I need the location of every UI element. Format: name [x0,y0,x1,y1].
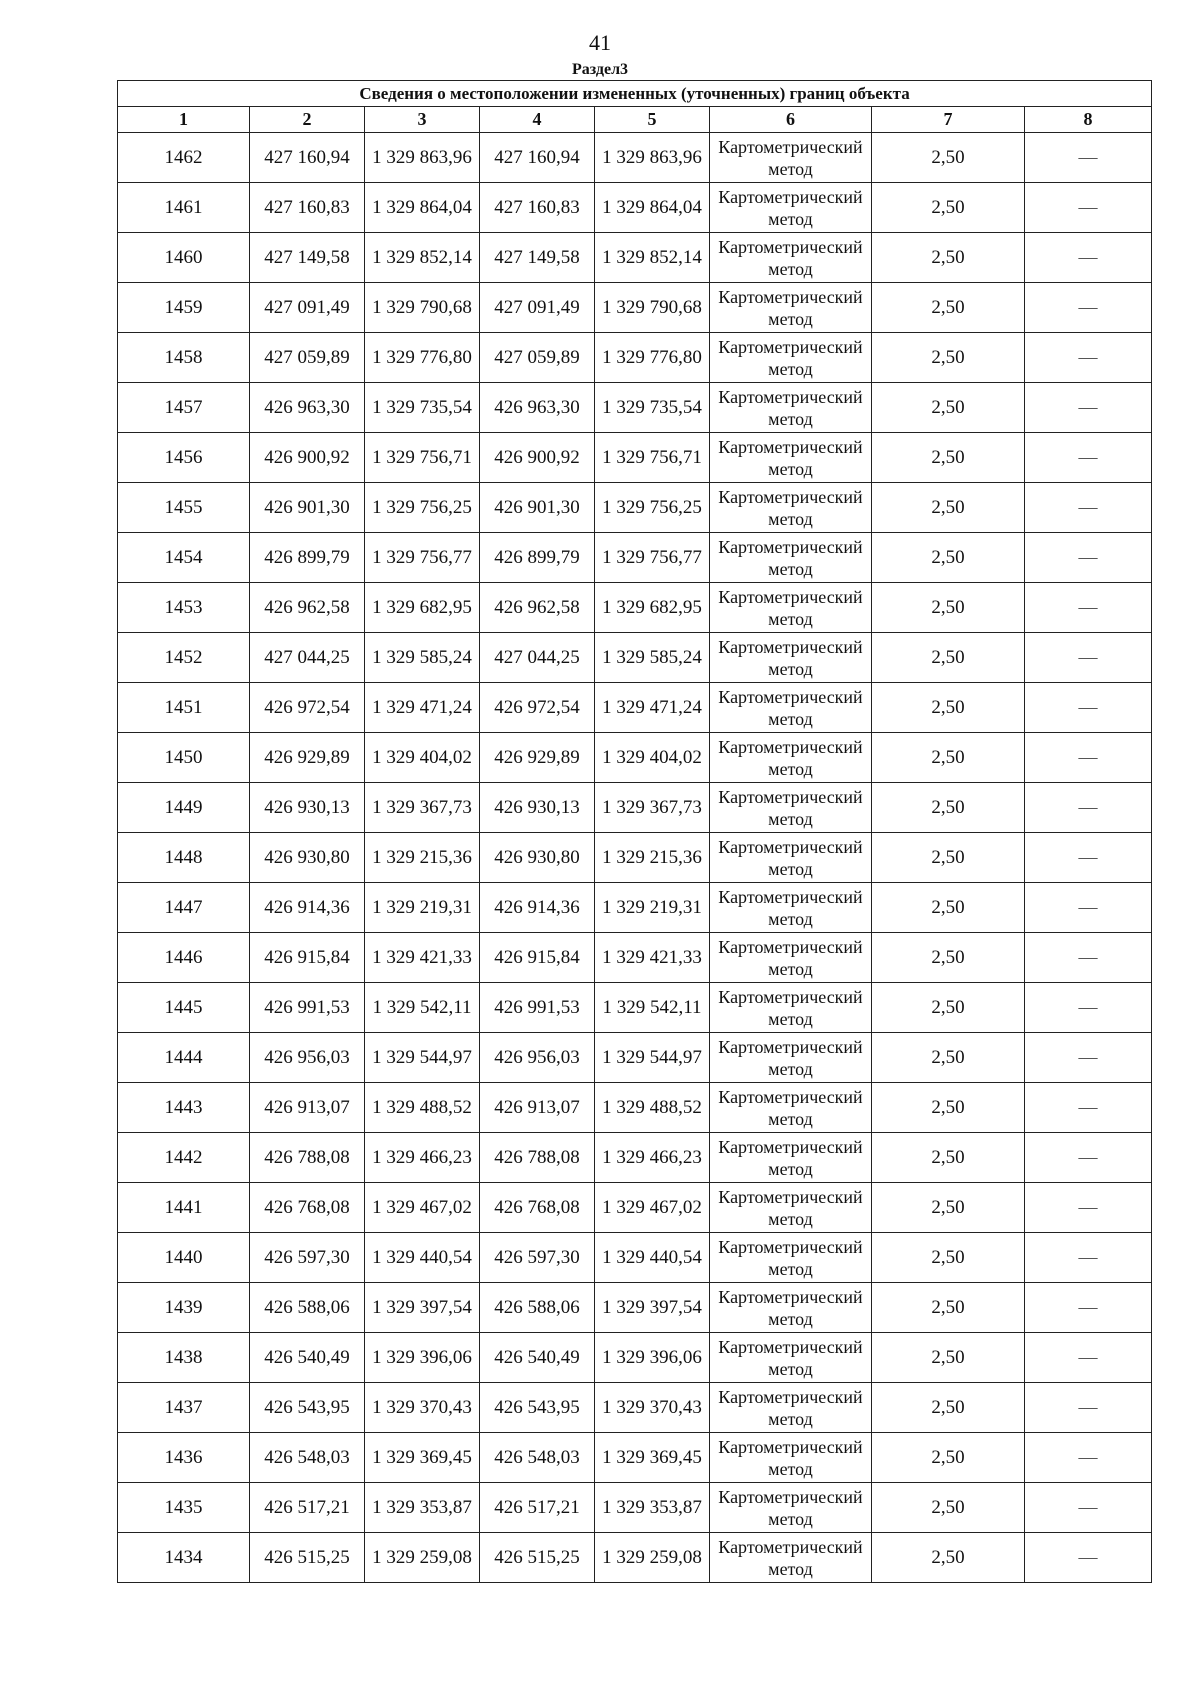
note-cell: — [1025,433,1152,483]
y-new-cell: 1 329 863,96 [595,133,710,183]
point-number-cell: 1445 [118,983,250,1033]
x-old-cell: 426 914,36 [250,883,365,933]
y-new-cell: 1 329 735,54 [595,383,710,433]
accuracy-cell: 2,50 [872,333,1025,383]
x-new-cell: 426 899,79 [480,533,595,583]
x-old-cell: 427 044,25 [250,633,365,683]
x-new-cell: 426 914,36 [480,883,595,933]
y-old-cell: 1 329 488,52 [365,1083,480,1133]
point-number-cell: 1446 [118,933,250,983]
x-old-cell: 426 913,07 [250,1083,365,1133]
table-row [118,833,1152,883]
x-new-cell: 427 149,58 [480,233,595,283]
y-new-cell: 1 329 852,14 [595,233,710,283]
table-row [118,583,1152,633]
accuracy-cell: 2,50 [872,833,1025,883]
table-row [118,1383,1152,1433]
y-new-cell: 1 329 440,54 [595,1233,710,1283]
x-old-cell: 426 515,25 [250,1533,365,1583]
y-old-cell: 1 329 863,96 [365,133,480,183]
x-new-cell: 427 160,94 [480,133,595,183]
x-new-cell: 427 044,25 [480,633,595,683]
x-new-cell: 426 930,80 [480,833,595,883]
accuracy-cell: 2,50 [872,1483,1025,1533]
y-new-cell: 1 329 353,87 [595,1483,710,1533]
method-cell: Картометрический метод [710,1483,872,1533]
note-cell: — [1025,183,1152,233]
y-old-cell: 1 329 790,68 [365,283,480,333]
point-number-cell: 1449 [118,783,250,833]
x-new-cell: 426 956,03 [480,1033,595,1083]
accuracy-cell: 2,50 [872,1183,1025,1233]
y-old-cell: 1 329 471,24 [365,683,480,733]
method-cell: Картометрический метод [710,1133,872,1183]
column-header: 4 [480,107,595,133]
point-number-cell: 1462 [118,133,250,183]
x-new-cell: 426 588,06 [480,1283,595,1333]
y-old-cell: 1 329 421,33 [365,933,480,983]
y-new-cell: 1 329 421,33 [595,933,710,983]
accuracy-cell: 2,50 [872,883,1025,933]
y-new-cell: 1 329 404,02 [595,733,710,783]
x-new-cell: 426 913,07 [480,1083,595,1133]
accuracy-cell: 2,50 [872,683,1025,733]
accuracy-cell: 2,50 [872,283,1025,333]
x-new-cell: 427 091,49 [480,283,595,333]
table-row [118,1283,1152,1333]
accuracy-cell: 2,50 [872,583,1025,633]
y-old-cell: 1 329 756,71 [365,433,480,483]
note-cell: — [1025,1383,1152,1433]
y-old-cell: 1 329 756,77 [365,533,480,583]
y-old-cell: 1 329 542,11 [365,983,480,1033]
method-cell: Картометрический метод [710,1383,872,1433]
y-new-cell: 1 329 397,54 [595,1283,710,1333]
note-cell: — [1025,1433,1152,1483]
point-number-cell: 1436 [118,1433,250,1483]
table-row [118,133,1152,183]
point-number-cell: 1440 [118,1233,250,1283]
y-old-cell: 1 329 370,43 [365,1383,480,1433]
x-old-cell: 426 962,58 [250,583,365,633]
note-cell: — [1025,733,1152,783]
table-row [118,1433,1152,1483]
table-body [118,133,1152,1583]
x-new-cell: 426 540,49 [480,1333,595,1383]
y-old-cell: 1 329 585,24 [365,633,480,683]
point-number-cell: 1459 [118,283,250,333]
x-new-cell: 426 962,58 [480,583,595,633]
point-number-cell: 1443 [118,1083,250,1133]
x-old-cell: 426 899,79 [250,533,365,583]
note-cell: — [1025,983,1152,1033]
column-header: 7 [872,107,1025,133]
y-new-cell: 1 329 367,73 [595,783,710,833]
x-old-cell: 426 930,13 [250,783,365,833]
y-new-cell: 1 329 259,08 [595,1533,710,1583]
method-cell: Картометрический метод [710,883,872,933]
method-cell: Картометрический метод [710,1333,872,1383]
table-row [118,433,1152,483]
y-old-cell: 1 329 369,45 [365,1433,480,1483]
column-header: 3 [365,107,480,133]
note-cell: — [1025,133,1152,183]
method-cell: Картометрический метод [710,983,872,1033]
point-number-cell: 1461 [118,183,250,233]
note-cell: — [1025,683,1152,733]
boundary-coordinates-table [117,80,1152,1583]
method-cell: Картометрический метод [710,783,872,833]
y-old-cell: 1 329 852,14 [365,233,480,283]
x-new-cell: 426 543,95 [480,1383,595,1433]
table-row [118,283,1152,333]
y-new-cell: 1 329 396,06 [595,1333,710,1383]
method-cell: Картометрический метод [710,833,872,883]
column-header: 6 [710,107,872,133]
method-cell: Картометрический метод [710,183,872,233]
y-new-cell: 1 329 471,24 [595,683,710,733]
note-cell: — [1025,633,1152,683]
x-new-cell: 426 901,30 [480,483,595,533]
x-new-cell: 426 768,08 [480,1183,595,1233]
x-new-cell: 426 929,89 [480,733,595,783]
point-number-cell: 1441 [118,1183,250,1233]
table-row [118,933,1152,983]
accuracy-cell: 2,50 [872,933,1025,983]
y-new-cell: 1 329 682,95 [595,583,710,633]
table-caption: Сведения о местоположении измененных (уточненных) границ объекта [118,81,1152,107]
accuracy-cell: 2,50 [872,733,1025,783]
method-cell: Картометрический метод [710,583,872,633]
note-cell: — [1025,1483,1152,1533]
x-old-cell: 426 956,03 [250,1033,365,1083]
x-new-cell: 426 597,30 [480,1233,595,1283]
x-old-cell: 427 059,89 [250,333,365,383]
y-old-cell: 1 329 776,80 [365,333,480,383]
y-old-cell: 1 329 404,02 [365,733,480,783]
note-cell: — [1025,483,1152,533]
point-number-cell: 1455 [118,483,250,533]
table-row [118,1033,1152,1083]
table-row [118,1233,1152,1283]
note-cell: — [1025,583,1152,633]
method-cell: Картометрический метод [710,633,872,683]
table-row [118,1183,1152,1233]
accuracy-cell: 2,50 [872,383,1025,433]
section-title: Раздел3 [571,61,629,78]
x-new-cell: 426 548,03 [480,1433,595,1483]
table-row [118,533,1152,583]
y-old-cell: 1 329 259,08 [365,1533,480,1583]
point-number-cell: 1437 [118,1383,250,1433]
y-new-cell: 1 329 542,11 [595,983,710,1033]
accuracy-cell: 2,50 [872,233,1025,283]
accuracy-cell: 2,50 [872,983,1025,1033]
x-old-cell: 426 548,03 [250,1433,365,1483]
table-row [118,383,1152,433]
point-number-cell: 1435 [118,1483,250,1533]
note-cell: — [1025,1283,1152,1333]
method-cell: Картометрический метод [710,233,872,283]
point-number-cell: 1451 [118,683,250,733]
y-new-cell: 1 329 369,45 [595,1433,710,1483]
note-cell: — [1025,533,1152,583]
method-cell: Картометрический метод [710,933,872,983]
x-new-cell: 426 963,30 [480,383,595,433]
accuracy-cell: 2,50 [872,1283,1025,1333]
column-header: 5 [595,107,710,133]
y-new-cell: 1 329 219,31 [595,883,710,933]
note-cell: — [1025,883,1152,933]
table-header-row [118,107,1152,133]
x-old-cell: 426 597,30 [250,1233,365,1283]
note-cell: — [1025,333,1152,383]
x-new-cell: 426 900,92 [480,433,595,483]
method-cell: Картометрический метод [710,433,872,483]
x-old-cell: 427 160,94 [250,133,365,183]
table-row [118,1083,1152,1133]
x-old-cell: 426 963,30 [250,383,365,433]
method-cell: Картометрический метод [710,483,872,533]
accuracy-cell: 2,50 [872,1233,1025,1283]
accuracy-cell: 2,50 [872,1333,1025,1383]
x-old-cell: 426 915,84 [250,933,365,983]
table-row [118,333,1152,383]
note-cell: — [1025,783,1152,833]
x-new-cell: 427 160,83 [480,183,595,233]
x-old-cell: 426 543,95 [250,1383,365,1433]
point-number-cell: 1454 [118,533,250,583]
x-new-cell: 426 915,84 [480,933,595,983]
table-row [118,1533,1152,1583]
y-new-cell: 1 329 215,36 [595,833,710,883]
point-number-cell: 1450 [118,733,250,783]
note-cell: — [1025,1533,1152,1583]
note-cell: — [1025,833,1152,883]
point-number-cell: 1438 [118,1333,250,1383]
method-cell: Картометрический метод [710,683,872,733]
y-old-cell: 1 329 397,54 [365,1283,480,1333]
point-number-cell: 1460 [118,233,250,283]
method-cell: Картометрический метод [710,733,872,783]
x-new-cell: 426 788,08 [480,1133,595,1183]
y-old-cell: 1 329 682,95 [365,583,480,633]
column-header: 8 [1025,107,1152,133]
x-old-cell: 426 991,53 [250,983,365,1033]
table-row [118,733,1152,783]
table-row [118,633,1152,683]
accuracy-cell: 2,50 [872,183,1025,233]
y-new-cell: 1 329 466,23 [595,1133,710,1183]
table-row [118,883,1152,933]
y-new-cell: 1 329 776,80 [595,333,710,383]
point-number-cell: 1444 [118,1033,250,1083]
y-old-cell: 1 329 466,23 [365,1133,480,1183]
x-old-cell: 426 930,80 [250,833,365,883]
x-new-cell: 426 972,54 [480,683,595,733]
x-old-cell: 426 901,30 [250,483,365,533]
x-old-cell: 426 768,08 [250,1183,365,1233]
point-number-cell: 1456 [118,433,250,483]
y-old-cell: 1 329 215,36 [365,833,480,883]
method-cell: Картометрический метод [710,1183,872,1233]
x-old-cell: 426 900,92 [250,433,365,483]
y-new-cell: 1 329 544,97 [595,1033,710,1083]
method-cell: Картометрический метод [710,1433,872,1483]
method-cell: Картометрический метод [710,383,872,433]
note-cell: — [1025,1133,1152,1183]
table-row [118,683,1152,733]
table-row [118,1483,1152,1533]
point-number-cell: 1457 [118,383,250,433]
table-row [118,983,1152,1033]
page-number: 41 [589,30,611,55]
x-old-cell: 427 149,58 [250,233,365,283]
note-cell: — [1025,1333,1152,1383]
y-new-cell: 1 329 488,52 [595,1083,710,1133]
table-row [118,483,1152,533]
method-cell: Картометрический метод [710,1233,872,1283]
x-old-cell: 426 517,21 [250,1483,365,1533]
x-old-cell: 427 160,83 [250,183,365,233]
point-number-cell: 1442 [118,1133,250,1183]
y-new-cell: 1 329 756,25 [595,483,710,533]
table-row [118,1133,1152,1183]
method-cell: Картометрический метод [710,1533,872,1583]
y-old-cell: 1 329 440,54 [365,1233,480,1283]
table-row [118,233,1152,283]
y-new-cell: 1 329 756,77 [595,533,710,583]
x-old-cell: 426 788,08 [250,1133,365,1183]
y-old-cell: 1 329 353,87 [365,1483,480,1533]
y-old-cell: 1 329 756,25 [365,483,480,533]
method-cell: Картометрический метод [710,333,872,383]
accuracy-cell: 2,50 [872,1383,1025,1433]
y-new-cell: 1 329 585,24 [595,633,710,683]
point-number-cell: 1453 [118,583,250,633]
y-old-cell: 1 329 219,31 [365,883,480,933]
accuracy-cell: 2,50 [872,783,1025,833]
accuracy-cell: 2,50 [872,133,1025,183]
y-old-cell: 1 329 864,04 [365,183,480,233]
point-number-cell: 1458 [118,333,250,383]
y-new-cell: 1 329 370,43 [595,1383,710,1433]
x-old-cell: 426 588,06 [250,1283,365,1333]
y-old-cell: 1 329 396,06 [365,1333,480,1383]
y-new-cell: 1 329 467,02 [595,1183,710,1233]
note-cell: — [1025,1033,1152,1083]
point-number-cell: 1447 [118,883,250,933]
column-header: 2 [250,107,365,133]
y-old-cell: 1 329 467,02 [365,1183,480,1233]
note-cell: — [1025,1183,1152,1233]
method-cell: Картометрический метод [710,133,872,183]
accuracy-cell: 2,50 [872,1433,1025,1483]
accuracy-cell: 2,50 [872,533,1025,583]
table-row [118,783,1152,833]
table-caption-row [118,81,1152,107]
point-number-cell: 1434 [118,1533,250,1583]
note-cell: — [1025,283,1152,333]
y-old-cell: 1 329 544,97 [365,1033,480,1083]
accuracy-cell: 2,50 [872,1533,1025,1583]
note-cell: — [1025,933,1152,983]
accuracy-cell: 2,50 [872,1083,1025,1133]
x-new-cell: 426 991,53 [480,983,595,1033]
y-new-cell: 1 329 790,68 [595,283,710,333]
x-old-cell: 427 091,49 [250,283,365,333]
method-cell: Картометрический метод [710,1033,872,1083]
x-new-cell: 426 517,21 [480,1483,595,1533]
note-cell: — [1025,383,1152,433]
y-new-cell: 1 329 864,04 [595,183,710,233]
note-cell: — [1025,1083,1152,1133]
column-header: 1 [118,107,250,133]
y-old-cell: 1 329 735,54 [365,383,480,433]
method-cell: Картометрический метод [710,533,872,583]
x-old-cell: 426 929,89 [250,733,365,783]
table-row [118,183,1152,233]
accuracy-cell: 2,50 [872,633,1025,683]
point-number-cell: 1452 [118,633,250,683]
method-cell: Картометрический метод [710,1083,872,1133]
accuracy-cell: 2,50 [872,433,1025,483]
method-cell: Картометрический метод [710,283,872,333]
x-old-cell: 426 972,54 [250,683,365,733]
accuracy-cell: 2,50 [872,1133,1025,1183]
note-cell: — [1025,233,1152,283]
table-row [118,1333,1152,1383]
x-new-cell: 426 515,25 [480,1533,595,1583]
y-new-cell: 1 329 756,71 [595,433,710,483]
x-old-cell: 426 540,49 [250,1333,365,1383]
point-number-cell: 1439 [118,1283,250,1333]
note-cell: — [1025,1233,1152,1283]
point-number-cell: 1448 [118,833,250,883]
x-new-cell: 427 059,89 [480,333,595,383]
x-new-cell: 426 930,13 [480,783,595,833]
method-cell: Картометрический метод [710,1283,872,1333]
y-old-cell: 1 329 367,73 [365,783,480,833]
accuracy-cell: 2,50 [872,483,1025,533]
accuracy-cell: 2,50 [872,1033,1025,1083]
